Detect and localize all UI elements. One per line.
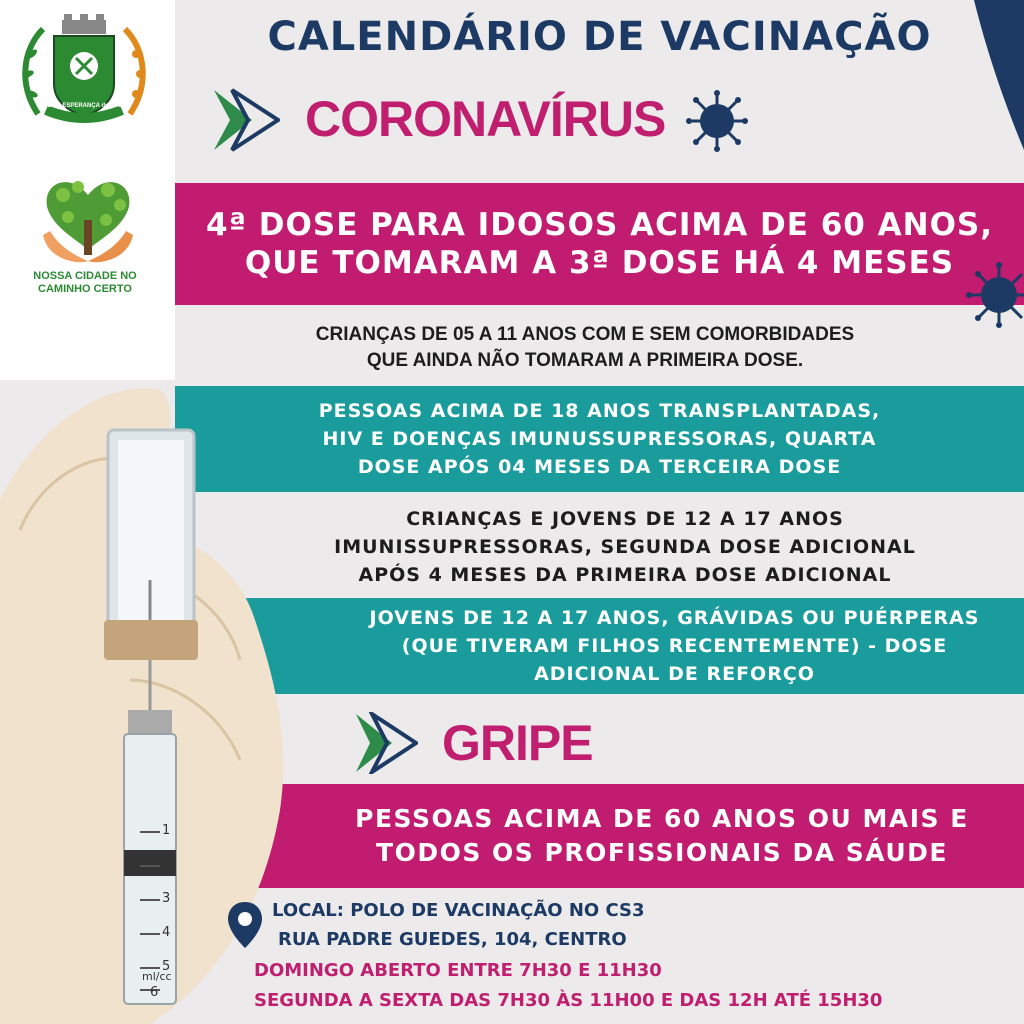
band-line: HIV E DOENÇAS IMUNUSSUPRESSORAS, QUARTA — [322, 428, 877, 450]
weekday-hours: SEGUNDA A SEXTA DAS 7H30 ÀS 11H00 E DAS 12H ATÉ 15H30 — [254, 990, 883, 1011]
band-line: ADICIONAL DE REFORÇO — [534, 663, 815, 685]
sunday-hours: DOMINGO ABERTO ENTRE 7H30 E 11H30 — [254, 960, 662, 981]
slogan — [20, 270, 150, 296]
syringe-mark: 4 — [162, 925, 171, 940]
gripe-heading: GRIPE — [442, 715, 593, 771]
band-line: QUE AINDA NÃO TOMARAM A PRIMEIRA DOSE. — [366, 350, 804, 371]
band-line: PESSOAS ACIMA DE 60 ANOS OU MAIS E — [355, 804, 969, 833]
band-line: QUE TOMARAM A 3ª DOSE HÁ 4 MESES — [244, 245, 955, 281]
virus-icon — [686, 90, 748, 152]
band-line: APÓS 4 MESES DA PRIMEIRA DOSE ADICIONAL — [358, 564, 892, 586]
band-line: JOVENS DE 12 A 17 ANOS, GRÁVIDAS OU PUÉRPERAS — [369, 607, 980, 629]
band-line: IMUNISSUPRESSORAS, SEGUNDA DOSE ADICIONAL — [334, 536, 916, 558]
crest-caption: BOA ESPERANÇA do SUL — [47, 103, 123, 109]
band-line: PESSOAS ACIMA DE 18 ANOS TRANSPLANTADAS, — [318, 400, 881, 422]
coronavirus-heading: CORONAVÍRUS — [305, 91, 666, 147]
slogan-line: CAMINHO CERTO — [38, 283, 132, 295]
band-line: CRIANÇAS E JOVENS DE 12 A 17 ANOS — [406, 508, 844, 530]
syringe-unit: ml/cc — [142, 970, 172, 983]
covid-item-children-5-11 — [230, 318, 940, 378]
syringe-mark: 5 — [162, 959, 171, 974]
virus-icon — [966, 262, 1024, 328]
band-line: TODOS OS PROFISSIONAIS DA SÁUDE — [376, 838, 948, 867]
address-line: RUA PADRE GUEDES, 104, CENTRO — [278, 929, 627, 950]
location-line: LOCAL: POLO DE VACINAÇÃO NO CS3 — [272, 900, 645, 921]
map-pin-icon — [226, 900, 264, 950]
syringe-mark: 1 — [162, 823, 171, 838]
band-line: DOSE APÓS 04 MESES DA TERCEIRA DOSE — [357, 456, 842, 478]
covid-item-transplant-hiv — [175, 386, 1024, 492]
page-title: CALENDÁRIO DE VACINAÇÃO — [267, 14, 932, 60]
syringe-mark: 3 — [162, 891, 171, 906]
syringe-mark: 6 — [150, 985, 159, 1000]
band-line: (QUE TIVERAM FILHOS RECENTEMENTE) - DOSE — [401, 635, 948, 657]
gripe-item-elderly-health-workers — [175, 784, 1024, 888]
covid-item-immunosuppressed-12-17 — [290, 502, 960, 592]
tree-hands-logo — [38, 165, 138, 267]
band-line: 4ª DOSE PARA IDOSOS ACIMA DE 60 ANOS, — [205, 207, 994, 243]
chevron-arrow-icon — [354, 712, 418, 774]
covid-item-4th-dose-elderly — [175, 183, 1024, 305]
city-crest-logo — [18, 14, 150, 134]
chevron-arrow-icon — [212, 88, 280, 152]
band-line: CRIANÇAS DE 05 A 11 ANOS COM E SEM COMORBIDADES — [315, 324, 855, 345]
covid-item-youth-pregnant — [175, 598, 1024, 694]
slogan-line: NOSSA CIDADE NO — [33, 270, 137, 282]
syringe-mark: 2 — [162, 857, 171, 872]
